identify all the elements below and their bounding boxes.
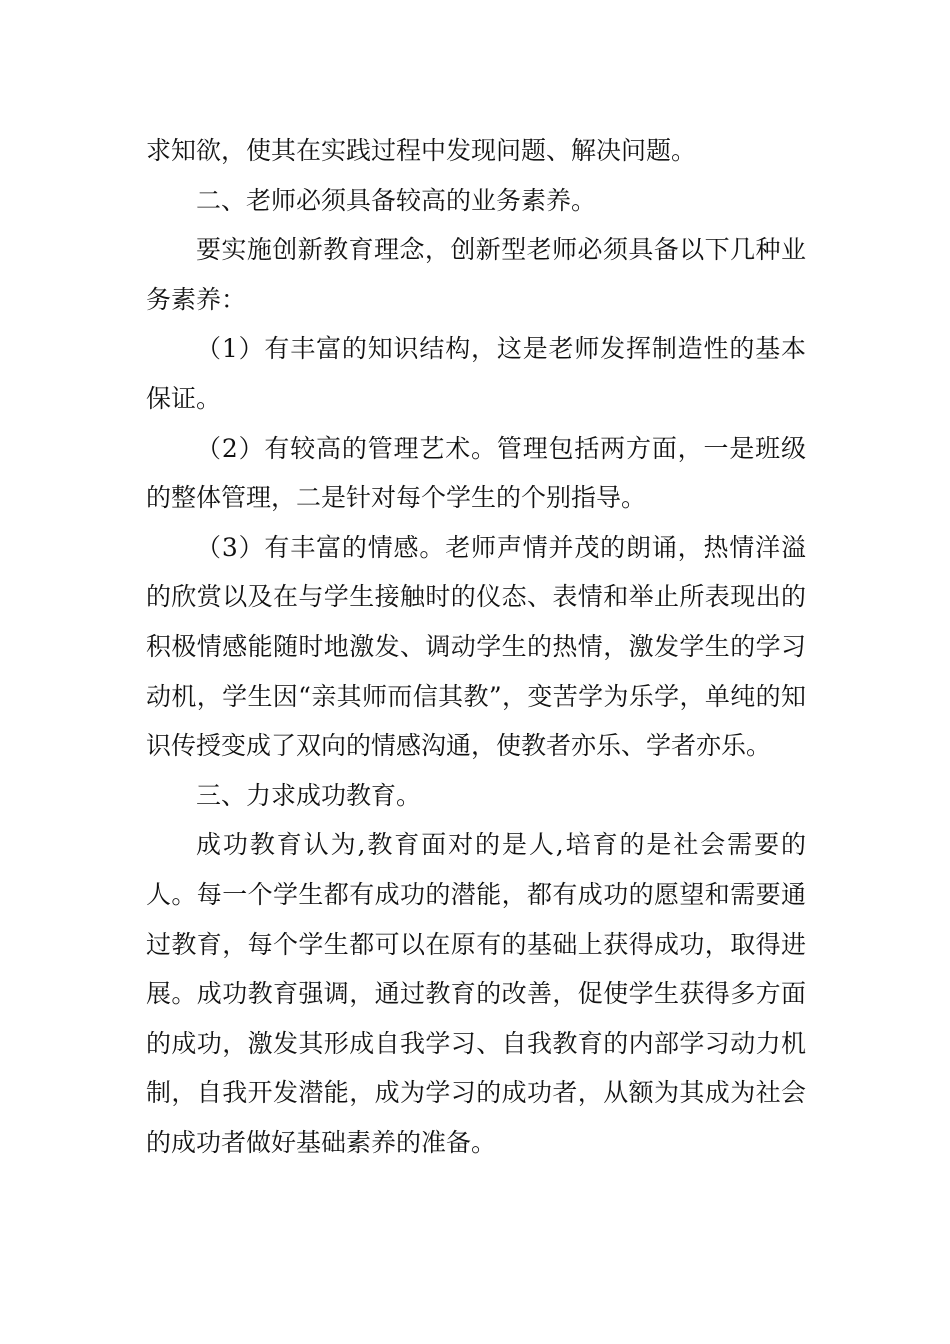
section-heading-2: 二、老师必须具备较高的业务素养。 bbox=[196, 185, 597, 215]
paragraph-continuation: 求知欲，使其在实践过程中发现问题、解决问题。 bbox=[146, 136, 697, 165]
paragraph-intro: 要实施创新教育理念，创新型老师必须具备以下几种业务素养： bbox=[146, 235, 806, 314]
document-body bbox=[146, 126, 806, 1167]
section-heading-3: 三、力求成功教育。 bbox=[196, 780, 422, 810]
paragraph-success-education: 成功教育认为,教育面对的是人,培育的是社会需要的人。每一个学生都有成功的潜能，都有成功的愿望和需要通过教育，每个学生都可以在原有的基础上获得成功，取得进展。成功教育强调，通过教育的改善，促使学生获得多方面的成功，激发其形成自我学习、自我教育的内部学习动力机制，自我开发潜能，成为学习的成功者，从额为其成为社会的成功者做好基础素养的准备。 bbox=[146, 830, 806, 1157]
list-item-1: （1）有丰富的知识结构，这是老师发挥制造性的基本保证。 bbox=[146, 334, 806, 413]
list-item-2: （2）有较高的管理艺术。管理包括两方面，一是班级的整体管理，二是针对每个学生的个别指导。 bbox=[146, 433, 806, 513]
list-item-3: （3）有丰富的情感。老师声情并茂的朗诵，热情洋溢的欣赏以及在与学生接触时的仪态、表情和举止所表现出的积极情感能随时地激发、调动学生的热情，激发学生的学习动机，学生因“亲其师而信其教”，变苦学为乐学，单纯的知识传授变成了双向的情感沟通，使教者亦乐、学者亦乐。 bbox=[146, 532, 806, 761]
